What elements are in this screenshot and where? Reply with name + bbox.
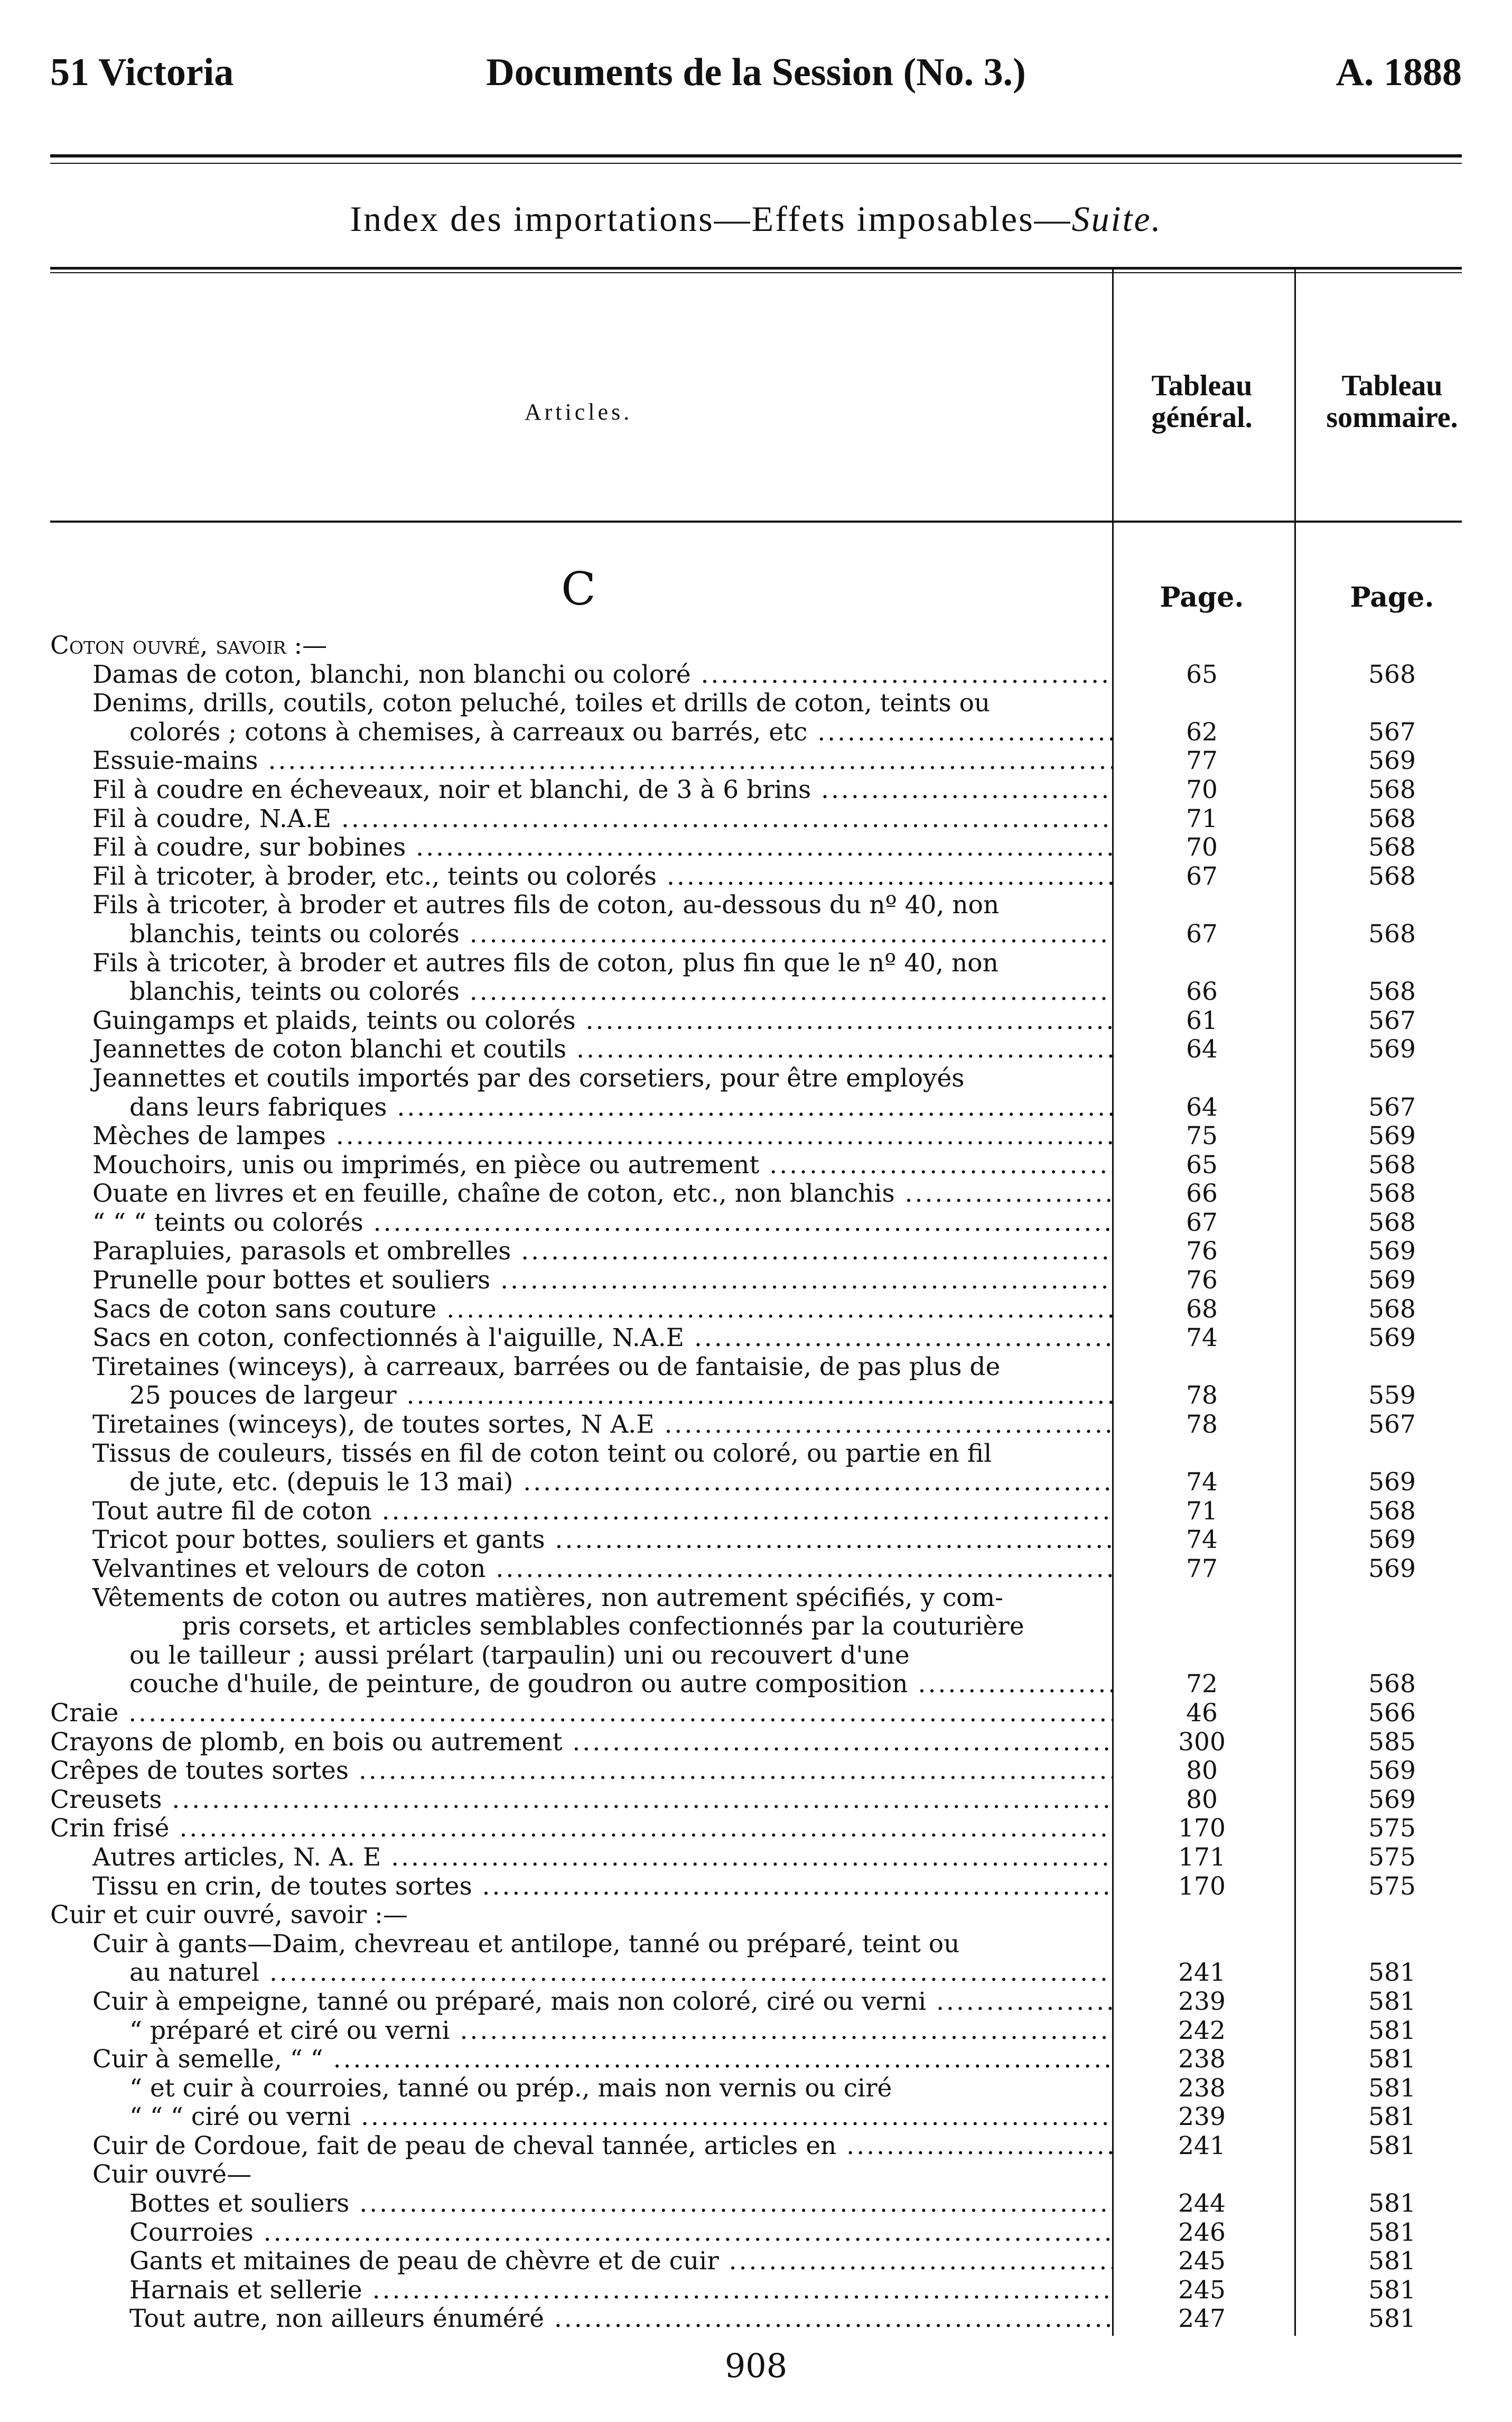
index-entry-row — [50, 1612, 1487, 1641]
index-entry-row — [50, 776, 1487, 805]
index-title-main: Index des importations—Effets imposables— — [350, 199, 1072, 239]
entry-page-sommaire: 581 — [1368, 2045, 1416, 2074]
entry-page-general: 64 — [1186, 1092, 1218, 1122]
entry-article-text: Tout autre fil de coton ..... — [50, 1497, 1112, 1526]
entry-page-general: 67 — [1186, 861, 1218, 891]
entry-page-general: 245 — [1178, 2275, 1226, 2305]
entry-page-general: 238 — [1178, 2073, 1226, 2103]
column-header-rule — [50, 521, 1462, 523]
index-entry-row — [50, 747, 1487, 776]
entry-page-general: 74 — [1186, 1525, 1218, 1555]
index-entry-row — [50, 1209, 1487, 1238]
entry-page-sommaire: 568 — [1368, 775, 1416, 804]
entry-page-general: 239 — [1178, 2102, 1226, 2132]
entry-page-sommaire: 569 — [1368, 1035, 1416, 1064]
entry-page-general: 247 — [1178, 2304, 1226, 2334]
entry-page-sommaire: 568 — [1368, 660, 1416, 689]
index-entry-row — [50, 1410, 1487, 1440]
index-entry-row — [50, 978, 1487, 1007]
entry-page-sommaire: 569 — [1368, 1266, 1416, 1295]
entry-page-sommaire: 581 — [1368, 2304, 1416, 2334]
entry-article-text: de jute, etc. (depuis le 13 mai) ..... — [50, 1468, 1112, 1497]
index-entry-row — [50, 1324, 1487, 1353]
entry-page-sommaire: 575 — [1368, 1871, 1416, 1901]
entry-page-general: 170 — [1178, 1814, 1226, 1843]
entry-article-text: couche d'huile, de peinture, de goudron ou autre composition ..... — [50, 1670, 1112, 1699]
header-rule-thin — [50, 163, 1462, 164]
entry-page-general: 80 — [1186, 1785, 1218, 1814]
entry-article-text: Cuir de Cordoue, fait de peau de cheval tannée, articles en ..... — [50, 2132, 1112, 2161]
index-entry-row — [50, 1786, 1487, 1815]
entry-page-sommaire: 581 — [1368, 2189, 1416, 2219]
entry-page-general: 75 — [1186, 1121, 1218, 1151]
index-entry-row — [50, 2074, 1487, 2103]
index-entry-row — [50, 1901, 1487, 1930]
header-right: A. 1888 — [1336, 51, 1462, 94]
entry-article-text: Cuir ouvré— — [92, 2160, 252, 2189]
index-entry-row — [50, 1930, 1487, 1959]
index-entry-row — [50, 1440, 1487, 1469]
index-entry-row — [50, 2132, 1487, 2161]
entry-page-general: 242 — [1178, 2016, 1226, 2045]
index-entry-row — [50, 2305, 1487, 2334]
index-entry-row — [50, 891, 1487, 920]
entry-page-sommaire: 568 — [1368, 861, 1416, 891]
entry-article-text: “ et cuir à courroies, tanné ou prép., mais non vernis ou ciré — [129, 2074, 892, 2103]
entry-article-text: Tricot pour bottes, souliers et gants ..... — [50, 1526, 1112, 1555]
column-header-tableau-sommaire — [1297, 370, 1487, 433]
entry-page-general: 67 — [1186, 1208, 1218, 1237]
entry-article-text: “ préparé et ciré ou verni ..... — [50, 2017, 1112, 2046]
index-entry-row — [50, 833, 1487, 862]
entry-article-text: Tissu en crin, de toutes sortes ..... — [50, 1872, 1112, 1901]
entry-page-sommaire: 575 — [1368, 1842, 1416, 1872]
entry-article-text: Crêpes de toutes sortes ..... — [50, 1757, 1112, 1786]
entry-page-general: 64 — [1186, 1035, 1218, 1064]
entry-page-sommaire: 568 — [1368, 804, 1416, 833]
entry-page-sommaire: 566 — [1368, 1698, 1416, 1728]
entry-article-text: Cuir à semelle, “ “ ..... — [50, 2045, 1112, 2074]
page-number: 908 — [724, 2346, 788, 2385]
column-header-articles: Articles. — [524, 399, 633, 425]
entry-page-general: 241 — [1178, 1958, 1226, 1988]
entry-page-sommaire: 581 — [1368, 2102, 1416, 2132]
header-center: Documents de la Session (No. 3.) — [486, 51, 1026, 94]
entry-page-general: 238 — [1178, 2045, 1226, 2074]
entry-page-general: 170 — [1178, 1871, 1226, 1901]
entry-page-sommaire: 581 — [1368, 2275, 1416, 2305]
entry-article-text: “ “ “ teints ou colorés ..... — [50, 1209, 1112, 1238]
entry-article-text: pris corsets, et articles semblables confectionnés par la couturière — [182, 1612, 1024, 1641]
entry-page-general: 67 — [1186, 919, 1218, 949]
entry-article-text: Mouchoirs, unis ou imprimés, en pièce ou autrement ..... — [50, 1151, 1112, 1180]
entry-article-text: Essuie-mains ..... — [50, 747, 1112, 776]
entry-article-text: Bottes et souliers ..... — [50, 2189, 1112, 2219]
entry-page-general: 65 — [1186, 660, 1218, 689]
index-entry-row — [50, 1266, 1487, 1295]
entry-page-sommaire: 569 — [1368, 1785, 1416, 1814]
entry-article-text: Cuir à empeigne, tanné ou préparé, mais non coloré, ciré ou verni ..... — [50, 1988, 1112, 2017]
index-entry-row — [50, 1814, 1487, 1843]
entry-page-general: 68 — [1186, 1294, 1218, 1324]
entry-article-text: Denims, drills, coutils, coton peluché, toiles et drills de coton, teints ou — [92, 689, 991, 718]
entry-page-sommaire: 567 — [1368, 717, 1416, 747]
entry-page-sommaire: 567 — [1368, 1006, 1416, 1035]
index-entry-row — [50, 1035, 1487, 1064]
entry-article-text: Guingamps et plaids, teints ou colorés ..... — [50, 1007, 1112, 1036]
index-entry-row — [50, 689, 1487, 718]
index-entry-row — [50, 1237, 1487, 1266]
entry-article-text: Crayons de plomb, en bois ou autrement ..... — [50, 1728, 1112, 1757]
index-entry-row — [50, 1381, 1487, 1410]
entry-page-general: 70 — [1186, 775, 1218, 804]
entry-article-text: ou le tailleur ; aussi prélart (tarpaulin) uni ou recouvert d'une — [129, 1641, 910, 1670]
entry-article-text: Ouate en livres et en feuille, chaîne de coton, etc., non blanchis ..... — [50, 1180, 1112, 1209]
entry-page-sommaire: 569 — [1368, 1525, 1416, 1555]
entry-page-general: 71 — [1186, 804, 1218, 833]
entry-page-sommaire: 569 — [1368, 1323, 1416, 1353]
entry-page-sommaire: 567 — [1368, 1092, 1416, 1122]
header-rule-thick — [50, 154, 1462, 157]
section-letter: C — [561, 563, 596, 616]
entry-article-text: au naturel ..... — [50, 1959, 1112, 1988]
entry-page-sommaire: 568 — [1368, 977, 1416, 1007]
entry-page-sommaire: 581 — [1368, 2016, 1416, 2045]
tableau-general-line2: général. — [1151, 401, 1253, 434]
entry-article-text: Creusets ..... — [50, 1786, 1112, 1815]
index-entry-row — [50, 949, 1487, 978]
index-entry-row — [50, 2103, 1487, 2132]
entry-article-text: Fils à tricoter, à broder et autres fils de coton, au-dessous du nº 40, non — [92, 891, 1000, 920]
index-entry-row — [50, 1180, 1487, 1209]
entry-page-general: 171 — [1178, 1842, 1226, 1872]
index-entry-row — [50, 1584, 1487, 1613]
entry-article-text: Fils à tricoter, à broder et autres fils de coton, plus fin que le nº 40, non — [92, 949, 998, 978]
entry-page-general: 77 — [1186, 1554, 1218, 1583]
entry-page-sommaire: 581 — [1368, 2217, 1416, 2247]
index-entry-row — [50, 920, 1487, 949]
entry-article-text: Velvantines et velours de coton ..... — [50, 1555, 1112, 1584]
entry-page-general: 239 — [1178, 1987, 1226, 2016]
index-entry-row — [50, 2219, 1487, 2248]
entry-page-general: 74 — [1186, 1323, 1218, 1353]
entry-page-sommaire: 568 — [1368, 1208, 1416, 1237]
index-entry-row — [50, 805, 1487, 834]
entry-page-sommaire: 581 — [1368, 1958, 1416, 1988]
index-entry-row — [50, 1670, 1487, 1699]
index-entry-row — [50, 1526, 1487, 1555]
entry-article-text: Cuir et cuir ouvré, savoir :— — [50, 1901, 408, 1930]
entry-page-general: 246 — [1178, 2217, 1226, 2247]
index-entry-row — [50, 1468, 1487, 1497]
entry-page-sommaire: 575 — [1368, 1814, 1416, 1843]
index-entry-row — [50, 1353, 1487, 1382]
entry-page-general: 76 — [1186, 1237, 1218, 1266]
entry-page-general: 244 — [1178, 2189, 1226, 2219]
index-entry-row — [50, 2247, 1487, 2276]
entry-page-general: 78 — [1186, 1410, 1218, 1440]
index-entries — [50, 632, 1487, 2334]
entry-page-sommaire: 581 — [1368, 1987, 1416, 2016]
index-entry-row — [50, 632, 1487, 661]
entry-page-general: 76 — [1186, 1266, 1218, 1295]
index-entry-row — [50, 1093, 1487, 1122]
entry-article-text: Jeannettes et coutils importés par des corsetiers, pour être employés — [92, 1064, 965, 1093]
entry-page-general: 62 — [1186, 717, 1218, 747]
entry-article-text: blanchis, teints ou colorés ..... — [50, 978, 1112, 1007]
entry-page-sommaire: 569 — [1368, 1756, 1416, 1786]
index-entry-row — [50, 2276, 1487, 2305]
entry-article-text: Harnais et sellerie ..... — [50, 2276, 1112, 2305]
entry-article-text: Craie ..... — [50, 1699, 1112, 1728]
entry-page-sommaire: 569 — [1368, 1468, 1416, 1497]
entry-article-text: Fil à coudre, sur bobines ..... — [50, 833, 1112, 862]
entry-page-general: 66 — [1186, 977, 1218, 1007]
entry-page-general: 245 — [1178, 2247, 1226, 2276]
entry-article-text: 25 pouces de largeur ..... — [50, 1381, 1112, 1410]
index-entry-row — [50, 1007, 1487, 1036]
page-header — [50, 50, 1462, 108]
entry-page-general: 77 — [1186, 746, 1218, 776]
entry-page-general: 61 — [1186, 1006, 1218, 1035]
entry-page-general: 70 — [1186, 833, 1218, 862]
entry-article-text: Sacs de coton sans couture ..... — [50, 1295, 1112, 1324]
page-label-sommaire: Page. — [1350, 581, 1434, 614]
entry-article-text: Prunelle pour bottes et souliers ..... — [50, 1266, 1112, 1295]
entry-page-sommaire: 569 — [1368, 746, 1416, 776]
header-left: 51 Victoria — [50, 51, 234, 94]
entry-page-general: 74 — [1186, 1468, 1218, 1497]
index-entry-row — [50, 1151, 1487, 1180]
entry-page-sommaire: 581 — [1368, 2247, 1416, 2276]
entry-page-sommaire: 585 — [1368, 1727, 1416, 1757]
entry-article-text: Fil à coudre, N.A.E ..... — [50, 805, 1112, 834]
index-title — [0, 198, 1512, 240]
index-entry-row — [50, 1641, 1487, 1671]
entry-page-sommaire: 568 — [1368, 833, 1416, 862]
entry-page-sommaire: 568 — [1368, 1179, 1416, 1209]
entry-article-text: Parapluies, parasols et ombrelles ..... — [50, 1237, 1112, 1266]
entry-article-text: “ “ “ ciré ou verni ..... — [50, 2103, 1112, 2132]
entry-page-general: 78 — [1186, 1381, 1218, 1410]
entry-page-general: 71 — [1186, 1496, 1218, 1526]
entry-page-sommaire: 568 — [1368, 1294, 1416, 1324]
entry-article-text: Crin frisé ..... — [50, 1814, 1112, 1843]
tableau-general-line1: Tableau — [1151, 369, 1253, 402]
entry-page-sommaire: 567 — [1368, 1410, 1416, 1440]
index-entry-row — [50, 1959, 1487, 1988]
entry-article-text: dans leurs fabriques ..... — [50, 1093, 1112, 1122]
entry-article-text: Fil à coudre en écheveaux, noir et blanchi, de 3 à 6 brins ..... — [50, 776, 1112, 805]
entry-article-text: Damas de coton, blanchi, non blanchi ou coloré ..... — [50, 661, 1112, 690]
entry-article-text: Vêtements de coton ou autres matières, non autrement spécifiés, y com- — [92, 1583, 1004, 1612]
entry-article-text: Autres articles, N. A. E ..... — [50, 1843, 1112, 1872]
entry-page-sommaire: 581 — [1368, 2073, 1416, 2103]
index-entry-row — [50, 1555, 1487, 1584]
index-entry-row — [50, 1728, 1487, 1757]
index-entry-row — [50, 1699, 1487, 1728]
entry-article-text: Fil à tricoter, à broder, etc., teints ou colorés ..... — [50, 862, 1112, 892]
entry-page-sommaire: 569 — [1368, 1121, 1416, 1151]
entry-page-general: 80 — [1186, 1756, 1218, 1786]
entry-article-text: Cuir à gants—Daim, chevreau et antilope, tanné ou préparé, teint ou — [92, 1929, 960, 1959]
entry-page-sommaire: 581 — [1368, 2131, 1416, 2160]
table-top-rule-2 — [50, 272, 1462, 273]
index-entry-row — [50, 2017, 1487, 2046]
entry-article-text: Sacs en coton, confectionnés à l'aiguille, N.A.E ..... — [50, 1324, 1112, 1353]
tableau-sommaire-line1: Tableau — [1341, 369, 1443, 402]
entry-page-general: 300 — [1178, 1727, 1226, 1757]
entry-page-general: 46 — [1186, 1698, 1218, 1728]
index-entry-row — [50, 1122, 1487, 1151]
index-entry-row — [50, 1757, 1487, 1786]
tableau-sommaire-line2: sommaire. — [1326, 401, 1458, 434]
index-entry-row — [50, 1295, 1487, 1324]
index-entry-row — [50, 2045, 1487, 2074]
entry-article-text: Mèches de lampes ..... — [50, 1122, 1112, 1151]
index-entry-row — [50, 862, 1487, 892]
index-entry-row — [50, 1843, 1487, 1872]
entry-page-general: 72 — [1186, 1669, 1218, 1699]
index-entry-row — [50, 1497, 1487, 1526]
entry-page-sommaire: 568 — [1368, 1150, 1416, 1180]
entry-article-text: Courroies ..... — [50, 2219, 1112, 2248]
index-entry-row — [50, 2189, 1487, 2219]
column-header-tableau-general — [1112, 370, 1292, 433]
entry-page-general: 65 — [1186, 1150, 1218, 1180]
entry-article-text: Coton ouvré, savoir :— — [50, 632, 328, 660]
index-entry-row — [50, 1988, 1487, 2017]
index-entry-row — [50, 2160, 1487, 2189]
table-top-rule — [50, 267, 1462, 270]
entry-page-general: 241 — [1178, 2131, 1226, 2160]
page-label-general: Page. — [1160, 581, 1244, 614]
index-entry-row — [50, 661, 1487, 690]
entry-page-sommaire: 568 — [1368, 1496, 1416, 1526]
index-entry-row — [50, 718, 1487, 747]
index-entry-row — [50, 1872, 1487, 1901]
entry-page-general: 66 — [1186, 1179, 1218, 1209]
entry-article-text: Tout autre, non ailleurs énuméré ..... — [50, 2305, 1112, 2334]
entry-article-text: colorés ; cotons à chemises, à carreaux ou barrés, etc ..... — [50, 718, 1112, 747]
index-title-suite: Suite. — [1071, 199, 1162, 239]
entry-article-text: Jeannettes de coton blanchi et coutils ..... — [50, 1035, 1112, 1064]
entry-page-sommaire: 568 — [1368, 1669, 1416, 1699]
entry-page-sommaire: 569 — [1368, 1554, 1416, 1583]
entry-page-sommaire: 569 — [1368, 1237, 1416, 1266]
entry-article-text: blanchis, teints ou colorés ..... — [50, 920, 1112, 949]
index-entry-row — [50, 1064, 1487, 1093]
entry-article-text: Tiretaines (winceys), de toutes sortes, N A.E ..... — [50, 1410, 1112, 1440]
entry-article-text: Tiretaines (winceys), à carreaux, barrées ou de fantaisie, de pas plus de — [92, 1352, 1001, 1381]
entry-article-text: Tissus de couleurs, tissés en fil de coton teint ou coloré, ou partie en fil — [92, 1439, 992, 1468]
entry-page-sommaire: 559 — [1368, 1381, 1416, 1410]
entry-page-sommaire: 568 — [1368, 919, 1416, 949]
entry-article-text: Gants et mitaines de peau de chèvre et de cuir ..... — [50, 2247, 1112, 2276]
